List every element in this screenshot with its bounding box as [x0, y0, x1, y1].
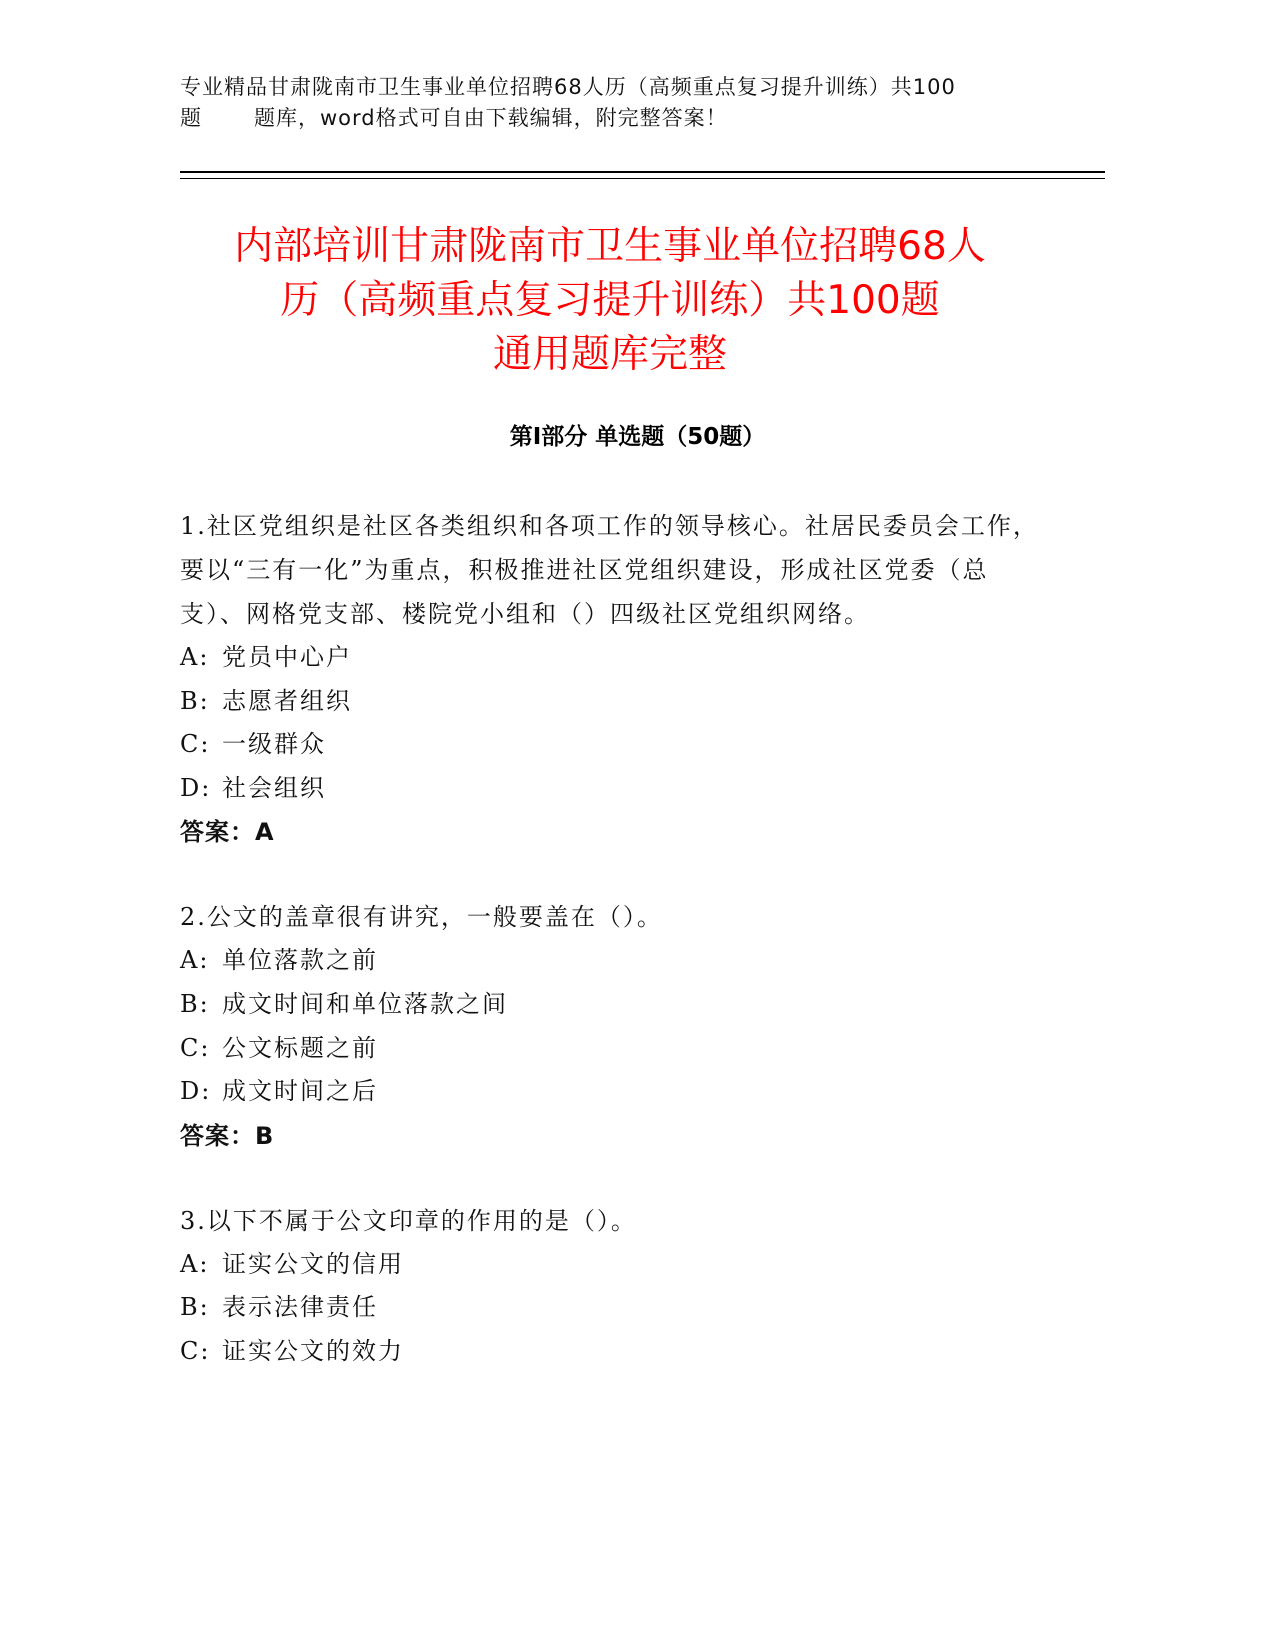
header-line-2: [180, 103, 1040, 134]
title-line-3: 通用题库完整: [492, 332, 727, 377]
question-stem: 1.社区党组织是社区各类组织和各项工作的领导核心。社居民委员会工作，要以“三有一化”为重点，积极推进社区党组织建设，形成社区党委（总支）、网格党支部、楼院党小组和（）四级社区党组织网络。: [180, 512, 1039, 628]
question-list: [180, 504, 1040, 1415]
option-text: 党员中心户: [222, 643, 352, 671]
option-b: [180, 1286, 1040, 1330]
question-1: [180, 504, 1040, 854]
document-header: [180, 72, 1040, 134]
option-c: [180, 1027, 1040, 1071]
option-b: [180, 983, 1040, 1027]
header-line-2-start: 题: [180, 106, 202, 130]
header-line-1: 专业精品甘肃陇南市卫生事业单位招聘68人历（高频重点复习提升训练）共100: [180, 75, 956, 99]
option-key: C:: [180, 730, 211, 759]
question-3: [180, 1199, 1040, 1374]
option-key: B:: [180, 686, 210, 715]
option-a: [180, 1243, 1040, 1287]
option-key: B:: [180, 1293, 210, 1322]
question-stem: 3.以下不属于公文印章的作用的是（）。: [180, 1206, 637, 1235]
header-divider-thick: [180, 171, 1105, 173]
option-text: 成文时间和单位落款之间: [222, 989, 508, 1018]
option-text: 证实公文的信用: [222, 1249, 404, 1278]
option-text: 成文时间之后: [222, 1077, 378, 1106]
option-key: D:: [180, 773, 212, 802]
title-line-1: 内部培训甘肃陇南市卫生事业单位招聘68人: [234, 224, 986, 269]
question-stem: 2.公文的盖章很有讲究，一般要盖在（）。: [180, 903, 663, 932]
option-text: 单位落款之前: [222, 946, 378, 975]
answer: 答案：A: [180, 818, 275, 847]
option-text: 表示法律责任: [222, 1293, 378, 1322]
option-text: 一级群众: [222, 730, 326, 759]
option-key: B:: [180, 989, 210, 1018]
option-c: [180, 1330, 1040, 1374]
option-c: [180, 723, 1040, 767]
header-divider-thin: [180, 178, 1105, 179]
option-d: [180, 1070, 1040, 1114]
option-key: C:: [180, 1336, 211, 1365]
option-a: [180, 939, 1040, 983]
question-2: [180, 895, 1040, 1157]
section-title: 第Ⅰ部分 单选题（50题）: [509, 424, 766, 450]
header-line-2-rest: 题库，word格式可自由下载编辑，附完整答案！: [254, 106, 728, 130]
title-line-2: 历（高频重点复习提升训练）共100题: [280, 278, 940, 323]
document-title: [140, 220, 1080, 382]
option-key: A:: [180, 1249, 210, 1278]
option-key: A:: [180, 946, 210, 975]
option-b: [180, 680, 1040, 724]
option-d: [180, 767, 1040, 811]
option-key: C:: [180, 1033, 211, 1062]
option-text: 社会组织: [222, 773, 326, 802]
answer: 答案：B: [180, 1121, 275, 1150]
option-text: 公文标题之前: [222, 1033, 378, 1062]
option-key: D:: [180, 1077, 212, 1106]
option-text: 证实公文的效力: [222, 1336, 404, 1365]
option-text: 志愿者组织: [222, 686, 352, 715]
option-a: [180, 636, 1040, 680]
option-key: A:: [180, 643, 210, 671]
